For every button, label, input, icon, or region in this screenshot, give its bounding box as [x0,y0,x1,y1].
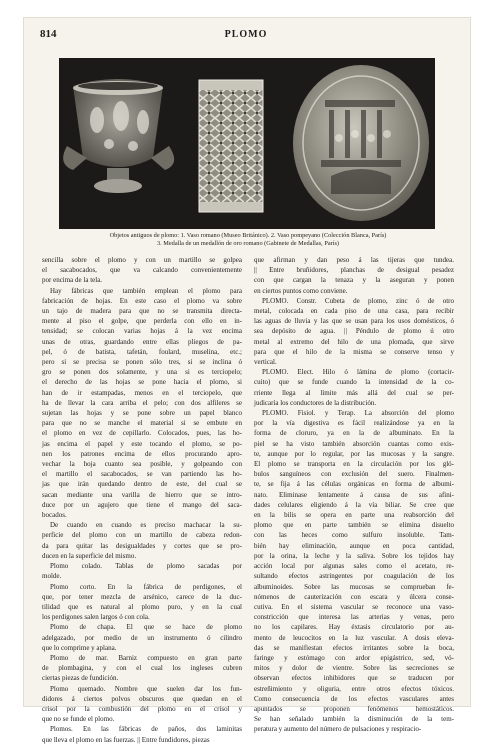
text-line: da para quitar las desigualdades y cortes que se pro- [42,541,242,550]
text-line: bocados. [42,511,67,520]
text-line: las aguas de lluvia y las que se usan para los usos domésticos, ó [254,317,454,326]
text-line: constricción que interesa las arterias y venas, pero [254,613,454,622]
text-line: el martillo el sacabocados, se van partiendo las ho- [42,470,242,479]
text-line: tilidad que es natural al plomo puro, y en la cual [42,602,242,611]
text-line: sea depósito de agua. || Péndulo de plomo ú otro [254,327,454,336]
text-line: mente al piso el golpe, que perderla con ello en in- [42,317,242,326]
page-sheet [24,18,470,744]
text-line: Hay fábricas que también emplean el plomo para [50,286,242,295]
text-line: nen los patrones encima de ellos procurando apro- [42,449,242,458]
text-line: por la orina, la leche y la saliva. Sobre los tejidos hay [254,551,454,560]
text-line: en la bilis se opera en parte una reabsorción del [254,511,454,520]
text-line: jas que irán quedando dentro de este, del cual se [42,480,242,489]
text-line: Plomo corto. En la fábrica de perdigones, el [50,582,242,591]
text-line: vechar la hoja cuanto sea posible, y golpeando con [42,460,242,469]
text-line: molde. [42,572,62,581]
text-line: nómenos de cauterización con escara y úlcera conse- [254,592,454,601]
text-line: apuntados se proponen fenómenos hemostáticos. [254,704,454,713]
text-line: sujetan las hojas y se pone sobre un papel blanco [42,409,242,418]
text-line: estreñimiento y oliguria, entre otros efectos tóxicos. [254,684,454,693]
text-line: para que el hilo de la misma se conserve tenso y [254,347,454,356]
pompeian-vase-illustration [199,80,263,212]
text-line: Plomo colado. Tablas de plomo sacadas por [50,562,242,571]
text-line: PLOMO. Elect. Hilo ó lámina de plomo (cortacir- [262,368,454,377]
text-line: albuminoides. Sobre las mucosas se comprueban fe- [254,582,454,591]
text-line: observan efectos inhibidores que se traducen por [254,674,454,683]
text-line: mitos y dolor de vientre. Sobre las secreciones se [254,664,454,673]
text-line: en ciertos puntos como conviene. [254,286,348,295]
text-line: ducen en la superficie del mismo. [42,551,137,560]
text-line: unas de otras, guardando entre ellas pliegos de pa- [42,337,242,346]
text-line: sacan mediante una varilla de hierro que se intro- [42,490,242,499]
text-line: Plomo de mar. Barniz compuesto en gran parte [50,653,242,662]
caption-line-1: Objetos antiguos de plomo: 1. Vaso romano (Museo Británico). 2. Vaso pompeyano (Colección Blanca, París) [109,232,387,239]
text-line: metal, colocada en cada piso de una casa, para recibir [254,307,454,316]
text-line: Plomo quemado. Nombre que suelen dar los fun- [50,684,242,693]
text-line: para que no se manche el material si se embute en [42,419,242,428]
text-line: Como consecuencia de los efectos vasculares antes [254,694,454,703]
roman-medallion-illustration [293,65,429,221]
text-line: peratura y aumento del número de pulsaciones y respiracio- [254,725,422,734]
text-line: con que cargan la tenaza y la aseguran y ponen [254,276,454,285]
text-line: por encima de la tela. [42,276,103,285]
text-line: duce por un agujero que tiene el mango del saca- [42,500,242,509]
page-number: 814 [40,28,57,40]
text-line: han de ir estampadas, menos en el terciopelo, que [42,388,242,397]
text-line: que afirman y dan peso á las tijeras que tundea. [254,256,454,264]
text-line: Plomos. En las fábricas de paños, dos laminitas [50,725,242,734]
text-line: das se manifiestan efectos irritantes sobre la boca, [254,643,454,652]
text-line: rriente llega al límite más allá del cual se per- [254,388,454,397]
text-line: que lleva el plomo en las fuerzas. || Entre fundidores, piezas [42,735,210,744]
text-line: el sacabocados, que va calcando convenientemente [42,266,242,275]
text-line: jas encima el papel y este tocando el plomo, se po- [42,439,242,448]
text-line: por la vía digestiva es fácil realizándose ya en la [254,419,454,428]
text-line: pel, ó de batista, tafetán, foulard, muselina, etc.; [42,347,242,356]
text-line: bulos sanguíneos con exclusión del suero. Finalmen- [254,470,454,479]
text-line: bién hay eliminación, aunque en poca cantidad, [254,541,454,550]
text-line: que lo comprime y aplana. [42,643,117,652]
text-line: forma de cloruro, ya en la de albuminato. En la [254,429,454,438]
figure-illustration [59,58,435,229]
text-line: didores á ciertos polvos obscuros que quedan en el [42,694,242,703]
text-line: te, aunque por lo regular, por las mucosas y la sangre. [254,449,454,458]
figure-plate [59,58,435,229]
text-line: De cuando en cuando es preciso machacar la su- [50,521,242,530]
text-line: faringe y estómago con ardor epigástrico, sed, vó- [254,653,454,662]
text-line: pero si se precisa se ponen sólo tres, si se inclina ó [42,358,242,367]
figure-caption [54,232,442,248]
text-line: los perdigones salen largos ó con cola. [42,613,150,622]
text-line: con las heces como sulfuro insoluble. Tam- [254,531,454,540]
text-line: || Entre bruñidores, planchas de desigual pesadez [254,266,454,275]
text-line: ha de llevar la cara arriba el pelo; con dos alfileres se [42,398,242,407]
text-line: metal al extremo del hilo de una plomada, que sirve [254,337,454,346]
text-line: cuito) que se funde cuando la intensidad de la co- [254,378,454,387]
text-line: acción local por algunas sales como el acetato, re- [254,562,454,571]
text-line: Plomo de chapa. El que se hace de plomo [50,623,242,632]
text-line: PLOMO. Fisiol. y Terap. La absorción del plomo [262,409,454,418]
text-line: no los capilares. Hay éxtasis circulatorio por au- [254,623,454,632]
text-line: ciertas piezas de fundición. [42,674,119,683]
text-line: sencilla sobre el plomo y con un martillo se golpea [42,256,242,264]
text-line: el derecho de las hojas se pone hacia el plomo, si [42,378,242,387]
text-line: perficie del plomo con un martillo de cabeza redon- [42,531,242,540]
left-text-column [42,255,242,744]
text-line: adelgazado, por medio de un instrumento ó cilindro [42,633,242,642]
text-line: que no se funde el plomo. [42,715,115,724]
text-line: nato. Eliminase lentamente á causa de sus afini- [254,490,454,499]
text-line: que, por tener mezcla de arsénico, carece de la duc- [42,592,242,601]
text-line: fabricación de hojas. En este caso el plomo va sobre [42,296,242,305]
text-line: te, se fija á las células orgánicas en forma de albumi- [254,480,454,489]
text-line: un tajo de madera para que no se transmita directa- [42,307,242,316]
text-line: de plombagina, y con el cual los ingleses cubren [42,664,242,673]
text-line: Se han señalado también la disminución de la tem- [254,715,454,724]
text-line: tensidad; se colocan varias hojas á la vez encima [42,327,242,336]
text-line: El plomo se transporta en la circulación por los gló- [254,460,454,469]
text-line: sultando efectos astringentes por coagulación de los [254,572,454,581]
right-text-column [254,255,454,734]
text-line: crisol por la combustión del plomo en el crisol y [42,704,242,713]
text-line: cutiva. En el sistema vascular se reconoce una vaso- [254,602,454,611]
running-head: PLOMO [224,29,268,40]
text-line: piel se ha visto también absorción cuantas como exis- [254,439,454,448]
text-line: el plomo en vez de cepillarlo. Colocados, pues, las ho- [42,429,242,438]
text-line: judicaría los conductores de la distribución. [254,398,377,407]
text-line: gro se ponen dos solamente, y una si es terciopelo; [42,368,242,377]
text-line: mento de leucocitos en la luz vascular. A dosis eleva- [254,633,454,642]
text-line: PLOMO. Constr. Cubeta de plomo, zinc ó de otro [262,296,454,305]
text-line: vertical. [254,358,277,367]
text-line: plomo que en parte también se elimina disuelto [254,521,454,530]
page-header [40,28,452,42]
text-line: dades celulares eligiendo á la vía biliar. Se cree que [254,500,454,509]
caption-line-2: 3. Medalla de un medallón de oro romano (Gabinete de Medallas, París) [156,240,340,247]
